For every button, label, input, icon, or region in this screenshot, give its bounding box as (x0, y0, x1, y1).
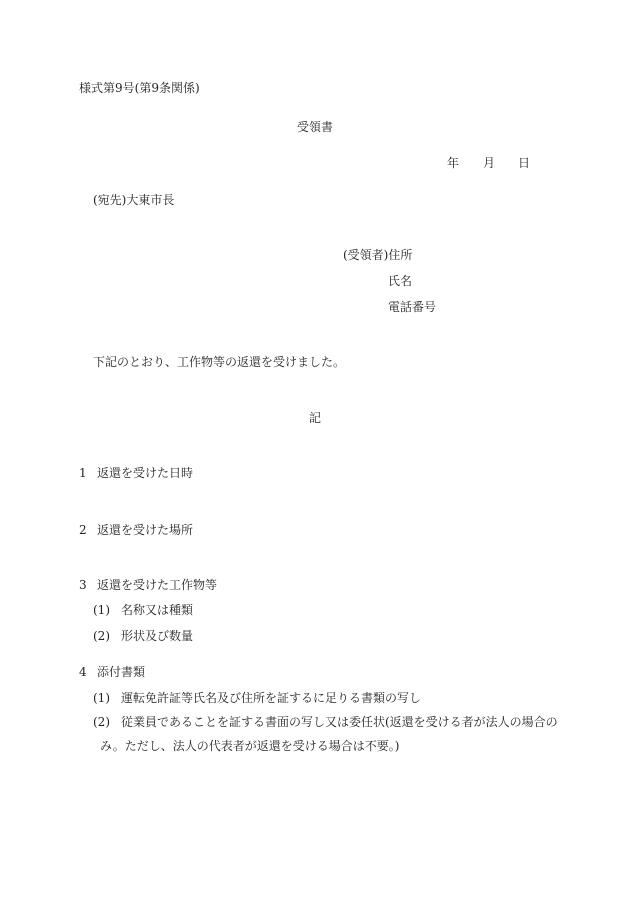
recipient-phone-label: 電話番号 (388, 300, 437, 314)
item-number: 4 (79, 665, 87, 679)
item-4 (79, 665, 145, 679)
sub-text: 運転免許証等氏名及び住所を証するに足りる書類の写し (121, 691, 422, 705)
item-number: 3 (79, 578, 87, 592)
recipient-address-label: (受領者)住所 (343, 248, 413, 262)
item-3-sub-1 (93, 603, 193, 617)
item-text: 返還を受けた場所 (97, 523, 194, 537)
addressee: (宛先)大東市長 (93, 193, 175, 207)
sub-number: (1) (93, 603, 110, 617)
item-3-sub-2 (93, 629, 193, 643)
item-1 (79, 466, 193, 480)
ki-heading: 記 (309, 411, 322, 425)
item-4-sub-1 (93, 691, 421, 705)
item-4-sub-2-continuation: み。ただし、法人の代表者が返還を受ける場合は不要。) (100, 739, 400, 753)
item-number: 1 (79, 466, 87, 480)
sub-number: (1) (93, 691, 110, 705)
sub-text: 従業員であることを証する書面の写し又は委任状(返還を受ける者が法人の場合の (121, 715, 558, 729)
item-text: 返還を受けた工作物等 (97, 578, 218, 592)
item-3 (79, 578, 217, 592)
sub-number: (2) (93, 629, 110, 643)
item-number: 2 (79, 523, 87, 537)
date-month: 月 (483, 156, 496, 170)
date-year: 年 (447, 156, 460, 170)
sub-text: 形状及び数量 (121, 629, 194, 643)
form-number: 様式第9号(第9条関係) (79, 81, 200, 95)
item-text: 添付書類 (97, 665, 146, 679)
item-text: 返還を受けた日時 (97, 466, 194, 480)
item-4-sub-2 (93, 715, 558, 729)
recipient-name-label: 氏名 (388, 274, 413, 288)
sub-text: 名称又は種類 (121, 603, 194, 617)
sub-number: (2) (93, 715, 110, 729)
document-title: 受領書 (297, 120, 334, 134)
date-day: 日 (518, 156, 531, 170)
intro-text: 下記のとおり、工作物等の返還を受けました。 (93, 355, 346, 369)
item-2 (79, 523, 193, 537)
